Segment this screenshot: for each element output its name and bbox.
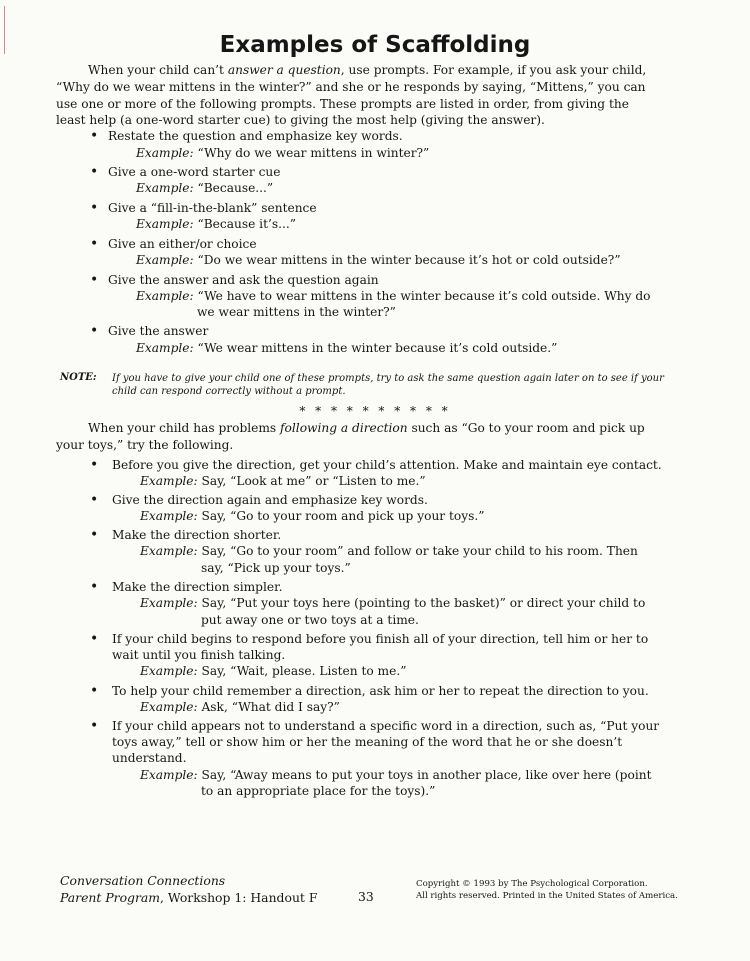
prompt-item: Give the answer and ask the question again <box>108 273 379 287</box>
bullet-icon: • <box>90 718 99 734</box>
example-text: Say, “Go to your room and pick up your toys.” <box>201 509 485 523</box>
direction-item: To help your child remember a direction, ask him or her to repeat the direction to you. <box>112 684 649 698</box>
footer-series: Conversation Connections <box>60 873 226 888</box>
example-continuation: say, “Pick up your toys.” <box>201 561 351 575</box>
direction-example <box>140 508 484 525</box>
page-title: Examples of Scaffolding <box>219 32 531 58</box>
example-text: Say, “Wait, please. Listen to me.” <box>201 664 407 678</box>
example-label: Example: <box>136 146 194 160</box>
footer-program: Parent Program <box>60 890 161 905</box>
page-number: 33 <box>358 889 374 904</box>
example-continuation: put away one or two toys at a time. <box>201 613 419 627</box>
direction-example <box>140 699 340 716</box>
example-text: “We have to wear mittens in the winter because it’s cold outside. Why do <box>197 289 651 303</box>
example-continuation: we wear mittens in the winter?” <box>197 305 396 319</box>
bullet-icon: • <box>90 236 99 252</box>
example-label: Example: <box>136 341 194 355</box>
prompt-example <box>136 180 273 197</box>
example-label: Example: <box>140 474 198 488</box>
bullet-icon: • <box>90 527 99 543</box>
example-text: Say, “Away means to put your toys in another place, like over here (point <box>201 768 652 782</box>
direction-item: Before you give the direction, get your child’s attention. Make and maintain eye contact. <box>112 458 662 472</box>
direction-intro-text-1: When your child has problems <box>88 421 281 435</box>
example-label: Example: <box>136 181 194 195</box>
example-text: “Do we wear mittens in the winter because it’s hot or cold outside?” <box>197 253 621 267</box>
example-label: Example: <box>140 596 198 610</box>
direction-item: If your child appears not to understand a specific word in a direction, such as, “Put your <box>112 719 660 733</box>
direction-intro-emphasis: following a direction <box>280 421 408 435</box>
example-label: Example: <box>140 544 198 558</box>
footer-program-line <box>60 889 317 906</box>
example-label: Example: <box>140 509 198 523</box>
prompt-item: Give a one-word starter cue <box>108 165 281 179</box>
example-label: Example: <box>136 217 194 231</box>
footer-credit <box>60 872 317 906</box>
example-label: Example: <box>140 768 198 782</box>
direction-intro-paragraph <box>56 420 652 454</box>
direction-intro-text-2: such as “Go to your room and pick up your toys,” try the following. <box>56 421 645 452</box>
direction-item-continuation: toys away,” tell or show him or her the meaning of the word that he or she doesn’t <box>112 735 623 749</box>
copyright-notice <box>416 878 678 902</box>
direction-item: Make the direction simpler. <box>112 580 283 594</box>
prompt-item: Give a “fill-in-the-blank” sentence <box>108 201 317 215</box>
bullet-icon: • <box>90 492 99 508</box>
intro-text-1: When your child can’t <box>88 63 228 77</box>
example-text: Say, “Go to your room” and follow or take your child to his room. Then <box>201 544 638 558</box>
prompt-example <box>136 145 429 162</box>
bullet-icon: • <box>90 631 99 647</box>
bullet-icon: • <box>90 164 99 180</box>
note-label: NOTE: <box>60 372 97 383</box>
bullet-icon: • <box>90 323 99 339</box>
note-text: If you have to give your child one of these prompts, try to ask the same question again later on to see if your child can respond correctly without a prompt. <box>112 373 664 397</box>
prompt-item: Give an either/or choice <box>108 237 257 251</box>
bullet-icon: • <box>90 683 99 699</box>
bullet-icon: • <box>90 579 99 595</box>
bullet-icon: • <box>90 457 99 473</box>
prompt-item: Give the answer <box>108 324 209 338</box>
direction-example <box>140 767 651 784</box>
copyright-line-1: Copyright © 1993 by The Psychological Corporation. <box>416 879 648 889</box>
intro-emphasis: answer a question <box>227 63 341 77</box>
prompt-item: Restate the question and emphasize key words. <box>108 129 403 143</box>
example-text: “We wear mittens in the winter because it’s cold outside.” <box>197 341 558 355</box>
example-label: Example: <box>140 664 198 678</box>
bullet-icon: • <box>90 272 99 288</box>
section-separator: * * * * * * * * * * <box>299 404 451 418</box>
example-text: Ask, “What did I say?” <box>201 700 340 714</box>
example-text: Say, “Look at me” or “Listen to me.” <box>201 474 426 488</box>
bullet-icon: • <box>90 128 99 144</box>
direction-item-continuation: wait until you finish talking. <box>112 648 286 662</box>
direction-example <box>140 595 645 612</box>
example-text: “Because it’s...” <box>197 217 296 231</box>
prompt-example <box>136 216 296 233</box>
copyright-line-2: All rights reserved. Printed in the United States of America. <box>416 891 678 901</box>
direction-item: Make the direction shorter. <box>112 528 282 542</box>
example-text: “Why do we wear mittens in winter?” <box>197 146 430 160</box>
prompt-example <box>136 288 650 305</box>
prompt-example <box>136 340 557 357</box>
direction-example <box>140 543 638 560</box>
direction-example <box>140 663 406 680</box>
bullet-icon: • <box>90 200 99 216</box>
direction-example <box>140 473 426 490</box>
example-text: “Because...” <box>197 181 274 195</box>
intro-text-2: , use prompts. For example, if you ask your child, “Why do we wear mittens in the winter?” and she or he responds by saying, “Mittens,” you can use one or more of the following prompts. These prompts are listed in order, from giving the least help (a one-word starter cue) to giving the most help (giving the answer). <box>56 63 647 128</box>
direction-item: Give the direction again and emphasize key words. <box>112 493 428 507</box>
direction-item: If your child begins to respond before you finish all of your direction, tell him or her to <box>112 632 649 646</box>
example-text: Say, “Put your toys here (pointing to the basket)” or direct your child to <box>201 596 646 610</box>
direction-item-continuation: understand. <box>112 751 187 765</box>
example-label: Example: <box>140 700 198 714</box>
example-continuation: to an appropriate place for the toys).” <box>201 784 436 798</box>
example-label: Example: <box>136 289 194 303</box>
prompt-example <box>136 252 621 269</box>
footer-workshop: , Workshop 1: Handout F <box>160 890 318 905</box>
example-label: Example: <box>136 253 194 267</box>
intro-paragraph <box>56 62 652 129</box>
